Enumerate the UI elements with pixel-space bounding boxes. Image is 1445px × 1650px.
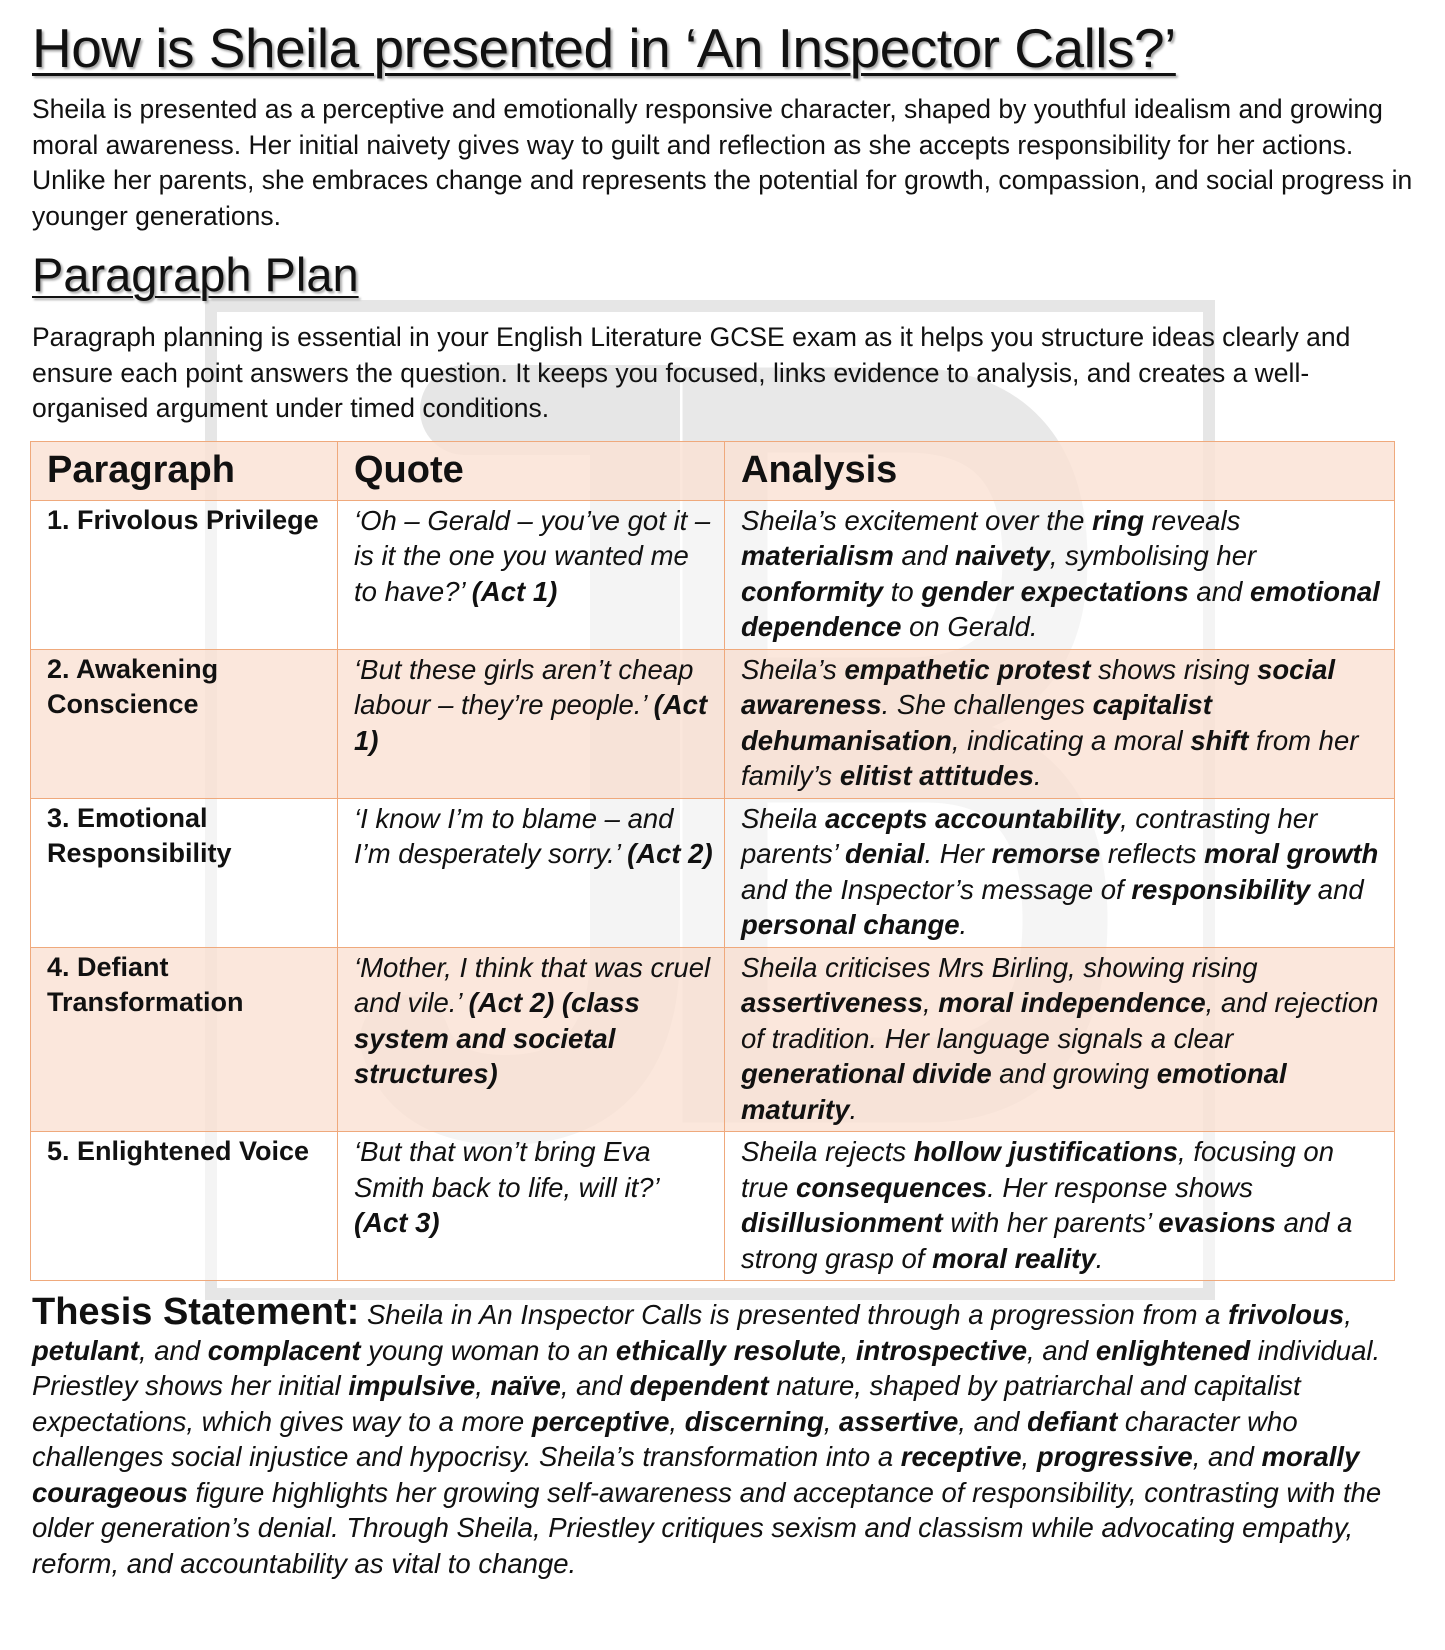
text-segment: , and <box>138 1334 208 1366</box>
text-segment: Sheila criticises Mrs Birling, showing rising <box>741 951 1258 983</box>
table-row <box>31 798 1395 947</box>
header-analysis: Analysis <box>725 441 1395 500</box>
header-paragraph: Paragraph <box>31 441 338 500</box>
bold-term: assertive <box>839 1405 959 1437</box>
analysis-cell <box>725 947 1395 1132</box>
text-segment: Sheila’s <box>741 653 845 685</box>
text-segment: reflects <box>1100 838 1205 869</box>
paragraph-cell: 3. Emotional Responsibility <box>31 798 338 947</box>
text-segment: . Her <box>924 838 992 869</box>
text-segment: from her family’s <box>741 724 1359 791</box>
paragraph-cell: 4. Defiant Transformation <box>31 947 338 1132</box>
quote-cell <box>338 1132 725 1281</box>
analysis-cell <box>725 798 1395 947</box>
text-segment: Sheila <box>741 802 826 834</box>
text-segment: figure highlights her growing self-awareness and acceptance of responsibility, contrasting with the older generation’s denial. Through Sheila, Priestley critiques sexism and classism while advocating empathy, reform, and accountability as vital to change. <box>32 1476 1382 1579</box>
table-row <box>31 1132 1395 1281</box>
bold-term: discerning <box>684 1405 824 1437</box>
bold-term: ethically resolute <box>615 1334 841 1366</box>
intro-paragraph: Sheila is presented as a perceptive and emotionally responsive character, shaped by youthful idealism and growing moral awareness. Her initial naivety gives way to guilt and reflection as she accepts responsibility for her actions. Unlike her parents, she embraces change and represents the potential for growth, compassion, and social progress in younger generations. <box>32 94 1413 231</box>
bold-term: moral reality <box>932 1242 1096 1274</box>
table-header-row <box>31 441 1395 500</box>
page-title: How is Sheila presented in ‘An Inspector Calls?’ <box>32 17 1176 79</box>
text-segment: , <box>1021 1441 1037 1472</box>
text-segment: ‘Oh – Gerald – you’ve got it – is it the one you wanted me to have?’ <box>354 504 711 607</box>
text-segment: and <box>1310 873 1364 905</box>
text-segment: , symbolising her <box>1049 540 1257 571</box>
bold-term: denial <box>844 838 925 869</box>
bold-term: emotional dependence <box>741 575 1380 642</box>
text-segment: , and <box>560 1370 630 1401</box>
text-segment: . She challenges <box>881 689 1093 720</box>
text-segment: , focusing on true <box>741 1136 1334 1203</box>
bold-term: accepts accountability <box>825 802 1121 834</box>
bold-term: disillusionment <box>741 1207 943 1238</box>
section-intro-paragraph: Paragraph planning is essential in your English Literature GCSE exam as it helps you structure ideas clearly and ensure each point answers the question. It keeps you focused, links evidence to analysis, and creates a well-organised argument under timed conditions. <box>32 322 1351 423</box>
analysis-cell <box>725 500 1395 649</box>
text-segment: . <box>849 1093 858 1125</box>
text-segment: character who challenges social injustice and hypocrisy. Sheila’s transformation into a <box>32 1405 1298 1472</box>
text-segment: , <box>1344 1299 1352 1330</box>
text-segment: , <box>922 987 939 1018</box>
bold-term: remorse <box>991 838 1101 869</box>
text-segment: , and rejection of tradition. Her language signals a clear <box>741 987 1379 1054</box>
bold-term: responsibility <box>1131 873 1311 905</box>
text-segment: . <box>959 909 968 940</box>
text-segment: , <box>840 1334 856 1366</box>
text-segment: Sheila rejects <box>741 1136 914 1167</box>
quote-cell <box>338 649 725 798</box>
bold-term: consequences <box>796 1171 988 1203</box>
bold-term: elitist attitudes <box>839 760 1034 791</box>
text-segment: . <box>1033 760 1042 791</box>
thesis-statement <box>32 1291 1415 1581</box>
quote-cell <box>338 947 725 1132</box>
table-row <box>31 500 1395 649</box>
bold-term: naïve <box>490 1370 561 1401</box>
bold-term: (Act 2) <box>627 838 713 869</box>
bold-term: complacent <box>207 1334 361 1366</box>
bold-term: (Act 1) <box>354 689 708 756</box>
bold-term: shift <box>1190 724 1249 756</box>
text-segment: Sheila’s excitement over the <box>741 504 1093 536</box>
bold-term: morally courageous <box>32 1441 1360 1508</box>
text-segment: and <box>893 540 956 571</box>
bold-term: ring <box>1092 504 1145 536</box>
bold-term: social awareness <box>741 653 1336 720</box>
bold-term: moral growth <box>1204 838 1379 869</box>
bold-term: assertiveness <box>741 987 923 1018</box>
analysis-cell <box>725 1132 1395 1281</box>
bold-term: (Act 1) <box>471 575 558 607</box>
text-segment: shows rising <box>1090 653 1258 685</box>
text-segment: , and <box>1192 1441 1262 1472</box>
text-segment: nature, shaped by patriarchal and capitalist expectations, which gives way to a more <box>32 1370 1301 1437</box>
bold-term: petulant <box>32 1334 139 1366</box>
text-segment: , <box>823 1405 840 1437</box>
bold-term: receptive <box>900 1441 1022 1472</box>
paragraph-cell: 1. Frivolous Privilege <box>31 500 338 649</box>
bold-term: conformity <box>741 575 884 607</box>
text-segment: ‘I know I’m to blame – and I’m desperately sorry.’ <box>354 802 674 869</box>
text-segment: to <box>883 575 922 607</box>
text-segment: , <box>475 1370 491 1401</box>
analysis-cell <box>725 649 1395 798</box>
text-segment: and growing <box>991 1058 1157 1089</box>
bold-term: naivety <box>955 540 1050 571</box>
quote-cell <box>338 500 725 649</box>
text-segment: on Gerald. <box>901 611 1038 642</box>
text-segment: reveals <box>1144 504 1241 536</box>
bold-term: frivolous <box>1228 1299 1345 1330</box>
text-segment: and <box>1188 575 1250 607</box>
header-quote: Quote <box>338 441 725 500</box>
bold-term: introspective <box>855 1334 1028 1366</box>
text-segment: Sheila in An Inspector Calls is presented through a progression from a <box>359 1299 1229 1330</box>
bold-term: impulsive <box>348 1370 476 1401</box>
table-row <box>31 649 1395 798</box>
bold-term: generational divide <box>741 1058 992 1089</box>
paragraph-cell: 2. Awakening Conscience <box>31 649 338 798</box>
text-segment: individual. Priestley shows her initial <box>32 1334 1381 1401</box>
bold-term: progressive <box>1036 1441 1193 1472</box>
text-segment: and the Inspector’s message of <box>741 873 1132 905</box>
bold-term: perceptive <box>531 1405 670 1437</box>
section-heading: Paragraph Plan <box>32 248 359 301</box>
text-segment: ‘But that won’t bring Eva Smith back to life, will it?’ <box>354 1136 659 1203</box>
text-segment: , and <box>958 1405 1028 1437</box>
thesis-text <box>32 1299 1381 1579</box>
bold-term: moral independence <box>938 987 1206 1018</box>
bold-term: materialism <box>741 540 894 571</box>
text-segment: and a strong grasp of <box>741 1207 1353 1274</box>
text-segment: , <box>669 1405 685 1437</box>
bold-term: (Act 3) <box>354 1207 440 1238</box>
bold-term: empathetic protest <box>844 653 1091 685</box>
text-segment: with her parents’ <box>942 1207 1159 1238</box>
table-row <box>31 947 1395 1132</box>
thesis-label: Thesis Statement: <box>32 1291 360 1333</box>
bold-term: enlightened <box>1095 1334 1251 1366</box>
paragraph-plan-table <box>30 441 1395 1282</box>
bold-term: personal change <box>741 909 960 940</box>
text-segment: , and <box>1027 1334 1096 1366</box>
text-segment: , contrasting her parents’ <box>741 802 1318 869</box>
bold-term: defiant <box>1027 1405 1118 1437</box>
quote-cell <box>338 798 725 947</box>
bold-term: gender expectations <box>921 575 1189 607</box>
bold-term: (Act 2) (class system and societal structures) <box>354 987 640 1089</box>
text-segment: ‘But these girls aren’t cheap labour – they’re people.’ <box>354 653 694 720</box>
bold-term: capitalist dehumanisation <box>741 689 1212 756</box>
text-segment: , indicating a moral <box>951 724 1191 756</box>
text-segment: ‘Mother, I think that was cruel and vile.’ <box>354 951 711 1018</box>
text-segment: . <box>1095 1242 1104 1274</box>
text-segment: . Her response shows <box>987 1171 1254 1203</box>
text-segment: young woman to an <box>360 1334 616 1366</box>
bold-term: emotional maturity <box>741 1058 1287 1125</box>
bold-term: evasions <box>1158 1207 1276 1238</box>
bold-term: hollow justifications <box>913 1136 1179 1167</box>
paragraph-cell: 5. Enlightened Voice <box>31 1132 338 1281</box>
bold-term: dependent <box>629 1370 769 1401</box>
